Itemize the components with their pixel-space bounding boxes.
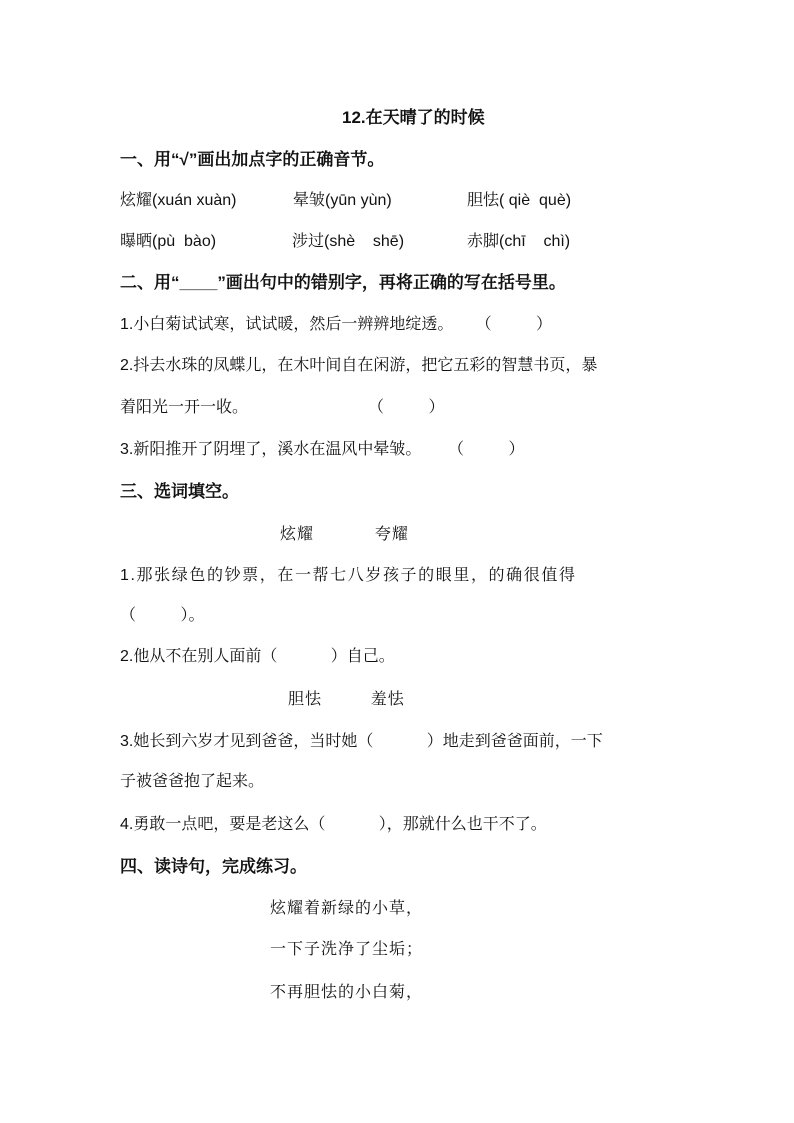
word-options: 胆怯 羞怯 [288,689,405,708]
page-title: 12.在天晴了的时候 [342,108,485,127]
question-text: （ ）。 [120,607,205,624]
question-text: 2.抖去水珠的凤蝶儿，在木叶间自在闲游，把它五彩的智慧书页，暴 [120,357,598,374]
poem-line: 一下子洗净了尘垢； [270,939,424,958]
pinyin-item: 胆怯( qiè què) [467,192,572,209]
pinyin-item: 晕皱(yūn yùn) [293,192,392,209]
question-text: 2.他从不在别人面前（ ）自己。 [120,648,395,665]
word-options: 炫耀 夸耀 [280,524,409,543]
question-text: 4.勇敢一点吧，要是老这么（ ），那就什么也干不了。 [120,816,547,833]
question-text: 子被爸爸抱了起来。 [120,773,265,790]
section2-heading: 二、用“____”画出句中的错别字，再将正确的写在括号里。 [120,273,566,292]
poem-line: 炫耀着新绿的小草， [270,898,424,917]
pinyin-item: 涉过(shè shē) [292,233,405,250]
question-text: 3.她长到六岁才见到爸爸，当时她（ ）地走到爸爸面前，一下 [120,733,603,750]
question-text: 3.新阳推开了阴埋了，溪水在温风中晕皱。 （ ） [120,441,525,458]
pinyin-item: 赤脚(chī chì) [467,233,571,250]
section1-heading: 一、用“√”画出加点字的正确音节。 [120,150,385,169]
question-text: 1.小白菊试试寒，试试暖，然后一辨辨地绽透。 （ ） [120,316,553,333]
pinyin-item: 炫耀(xuán xuàn) [120,192,237,209]
question-text: 着阳光一开一收。 （ ） [120,399,445,416]
section4-heading: 四、读诗句，完成练习。 [120,857,307,876]
question-text: 1.那张绿色的钞票，在一帮七八岁孩子的眼里，的确很值得 [120,567,577,584]
poem-line: 不再胆怯的小白菊， [270,982,424,1001]
section3-heading: 三、选词填空。 [120,482,239,501]
pinyin-item: 曝晒(pù bào) [120,233,217,250]
